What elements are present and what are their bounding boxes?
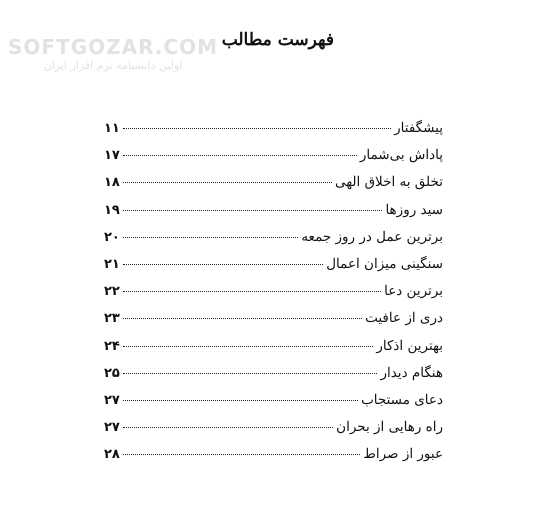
page-title: فهرست مطالب: [221, 30, 334, 50]
watermark: [8, 36, 218, 74]
watermark-logo: SOFTGOZAR.COM: [8, 35, 219, 59]
toc-entry-title: بهترین اذکار: [376, 337, 443, 354]
toc-entry: [104, 174, 443, 201]
toc-entry-title: پاداش بی‌شمار: [359, 147, 443, 164]
toc-entry-title: پیشگفتار: [394, 120, 443, 136]
toc-dot-leader: [123, 346, 373, 347]
toc-dot-leader: [123, 318, 362, 319]
toc-entry-title: سید روزها: [385, 201, 443, 218]
toc-dot-leader: [123, 155, 357, 156]
watermark-tagline: اولین دانشنامه نرم افزار ایران: [43, 59, 183, 72]
toc-dot-leader: [123, 182, 332, 183]
toc-entry-page-number: ۲۷: [104, 420, 120, 436]
toc-entry-page-number: ۲۰: [104, 229, 120, 245]
toc-entry: [104, 120, 443, 147]
toc-entry: [104, 365, 443, 392]
toc-dot-leader: [123, 264, 323, 265]
toc-entry-page-number: ۲۸: [104, 447, 120, 463]
toc-entry-page-number: ۲۲: [104, 284, 120, 300]
toc-entry-page-number: ۲۳: [104, 311, 120, 327]
toc-entry-page-number: ۱۹: [104, 202, 120, 218]
toc-entry: [104, 256, 443, 283]
toc-entry-title: دری از عافیت: [365, 310, 443, 327]
toc-entry-title: هنگام دیدار: [380, 364, 443, 381]
toc-entry: [104, 419, 443, 446]
toc-entry-page-number: ۱۸: [104, 175, 120, 191]
toc-entry-page-number: ۲۷: [104, 392, 120, 408]
toc-dot-leader: [123, 237, 298, 238]
toc-entry: [104, 202, 443, 229]
toc-dot-leader: [123, 400, 358, 401]
toc-dot-leader: [123, 210, 383, 211]
toc-entry-title: عبور از صراط: [363, 446, 443, 463]
toc-entry: [104, 446, 443, 473]
toc-dot-leader: [123, 454, 361, 455]
toc-entry-title: برترین عمل در روز جمعه: [301, 228, 443, 245]
toc-dot-leader: [123, 373, 378, 374]
toc-entry-title: تخلق به اخلاق الهی: [334, 174, 443, 191]
toc-entry-page-number: ۱۷: [104, 148, 120, 164]
toc-dot-leader: [123, 291, 381, 292]
toc-entry-page-number: ۲۴: [104, 338, 120, 354]
toc-entry-page-number: ۱۱: [104, 121, 120, 136]
toc-entry-title: سنگینی میزان اعمال: [326, 255, 443, 272]
toc-entry-title: دعای مستجاب: [361, 391, 443, 408]
toc-entry-title: برترین دعا: [384, 283, 443, 300]
toc-entry-page-number: ۲۵: [104, 365, 120, 381]
toc-entry: [104, 392, 443, 419]
toc-dot-leader: [123, 128, 391, 129]
toc-entry: [104, 310, 443, 337]
toc-entry-title: راه رهایی از بحران: [336, 419, 443, 436]
toc-entry: [104, 283, 443, 310]
toc-dot-leader: [123, 427, 333, 428]
toc-entry: [104, 229, 443, 256]
table-of-contents: [104, 120, 443, 473]
toc-entry: [104, 147, 443, 174]
toc-entry-page-number: ۲۱: [104, 256, 120, 272]
toc-entry: [104, 338, 443, 365]
